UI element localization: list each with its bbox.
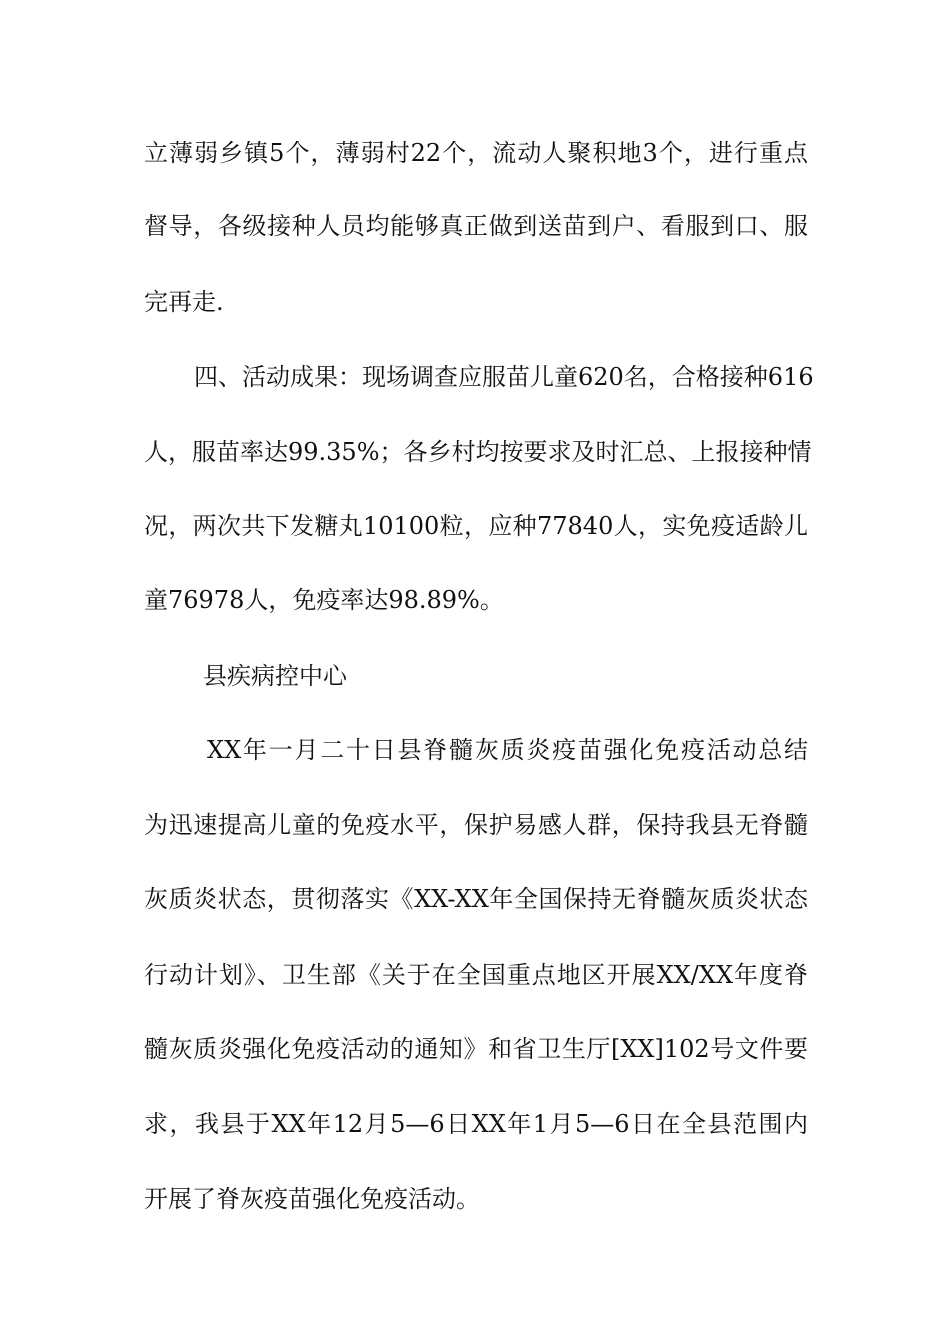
paragraph-line: 人，服苗率达99.35%；各乡村均按要求及时汇总、上报接种情 <box>144 438 812 466</box>
paragraph-line: 髓灰质炎强化免疫活动的通知》和省卫生厅[XX]102号文件要 <box>144 1035 808 1063</box>
signature-line: 县疾病控中心 <box>203 662 347 690</box>
section-title: XX年一月二十日县脊髓灰质炎疫苗强化免疫活动总结 <box>207 736 808 764</box>
paragraph-line: 开展了脊灰疫苗强化免疫活动。 <box>144 1185 480 1213</box>
paragraph-line: 童76978人，免疫率达98.89%。 <box>144 586 504 614</box>
paragraph-line: 行动计划》、卫生部《关于在全国重点地区开展XX/XX年度脊 <box>144 961 808 989</box>
paragraph-line: 督导，各级接种人员均能够真正做到送苗到户、看服到口、服 <box>144 212 808 240</box>
paragraph-line: 况，两次共下发糖丸10100粒，应种77840人，实免疫适龄儿 <box>144 512 808 540</box>
paragraph-line: 四、活动成果：现场调查应服苗儿童620名，合格接种616 <box>194 363 814 391</box>
paragraph-line: 求，我县于XX年12月5—6日XX年1月5—6日在全县范围内 <box>144 1110 808 1138</box>
paragraph-line: 立薄弱乡镇5个，薄弱村22个，流动人聚积地3个，进行重点 <box>144 139 808 167</box>
paragraph-line: 灰质炎状态，贯彻落实《XX-XX年全国保持无脊髓灰质炎状态 <box>144 885 808 913</box>
paragraph-line: 为迅速提高儿童的免疫水平，保护易感人群，保持我县无脊髓 <box>144 811 808 839</box>
paragraph-line: 完再走. <box>144 288 224 316</box>
